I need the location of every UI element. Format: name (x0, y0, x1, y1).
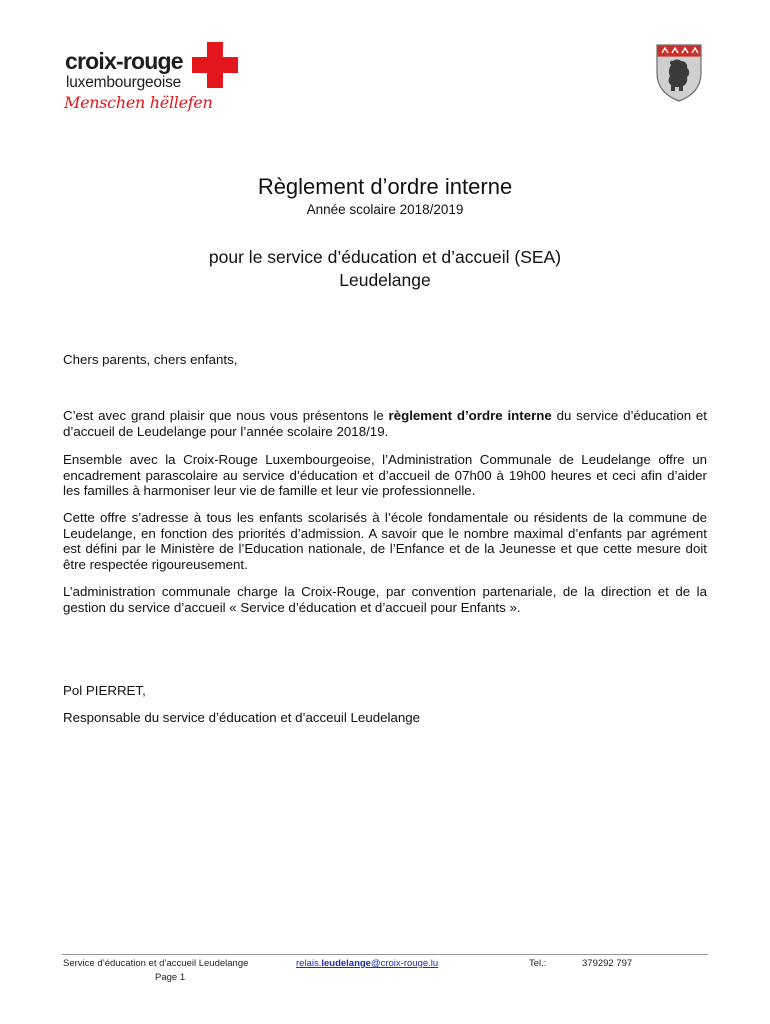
service-location: Leudelange (339, 270, 431, 290)
leudelange-coat-of-arms-icon (655, 43, 703, 103)
footer-page-number: Page 1 (155, 972, 186, 983)
intro-paragraph (63, 408, 707, 439)
logo-subtitle-text: luxembourgeoise (66, 74, 182, 91)
email-suffix: @croix-rouge.lu (370, 958, 439, 969)
footer-email-link[interactable] (296, 959, 438, 969)
management-paragraph: L’administration communale charge la Croix-Rouge, par convention partenariale, de la direction et de la gestion du service d’accueil « Service d’éducation et d’accueil pour Enfants ». (63, 584, 707, 615)
intro-text-bold: règlement d’ordre interne (388, 408, 552, 423)
croix-rouge-logo (62, 40, 252, 120)
service-title: pour le service d’éducation et d’accueil (SEA) (208, 247, 562, 267)
footer-tel-label: Tel.: (529, 958, 547, 969)
greeting: Chers parents, chers enfants, (63, 352, 238, 367)
partnership-paragraph: Ensemble avec la Croix-Rouge Luxembourgeoise, l’Administration Communale de Leudelange offre un encadrement parascolaire au service d’éducation et d’accueil de 07h00 à 19h00 heures et ceci afin d’aider les familles à harmoniser leur vie de famille et leur vie professionnelle. (63, 452, 707, 498)
intro-text-start: C’est avec grand plaisir que nous vous présentons le (63, 408, 389, 423)
signature-name: Pol PIERRET, (63, 683, 146, 698)
document-title: Règlement d’ordre interne (257, 174, 513, 199)
footer-tel-number: 379292 797 (582, 958, 633, 969)
eligibility-paragraph: Cette offre s’adresse à tous les enfants scolarisés à l’école fondamentale ou résidents de la commune de Leudelange, en fonction des priorités d’admission. A savoir que le nombre maximal d’enfants par agrément est défini par le Ministère de l’Education nationale, de l’Enfance et de la Jeunesse et que cette mesure doit être respectée rigoureusement. (63, 510, 707, 572)
email-prefix: relais. (296, 958, 322, 969)
intro-text-end: du service d’éducation et d’accueil de Leudelange pour l’année scolaire 2018/19. (63, 408, 707, 439)
red-cross-icon (192, 42, 238, 88)
signature-role: Responsable du service d’éducation et d’acceuil Leudelange (63, 710, 421, 725)
footer-divider (62, 954, 708, 955)
footer-service-name: Service d’éducation et d’accueil Leudelange (63, 958, 249, 969)
school-year: Année scolaire 2018/2019 (306, 202, 464, 217)
email-bold-part: leudelange (321, 958, 371, 969)
logo-slogan-text: Menschen hëllefen (64, 93, 213, 112)
logo-brand-text: croix-rouge (65, 48, 183, 74)
